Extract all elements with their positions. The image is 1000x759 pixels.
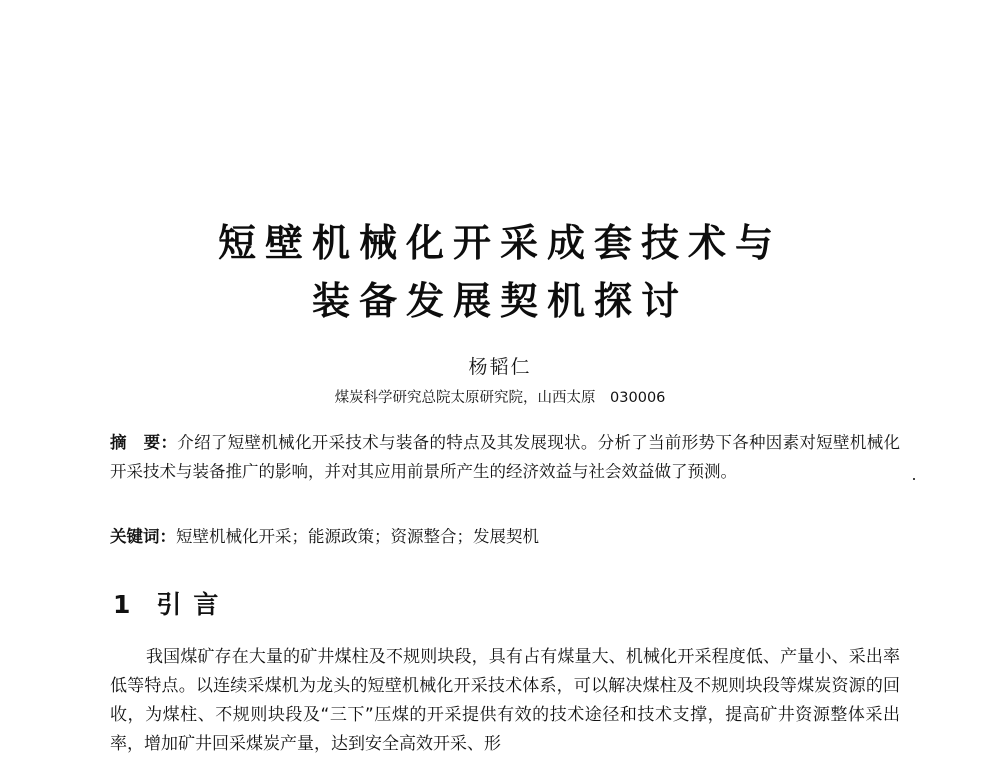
paper-title-line-2: 装备发展契机探讨: [311, 279, 688, 323]
paper-title-line-1: 短壁机械化开采成套技术与: [217, 221, 782, 265]
author-affiliation: 煤炭科学研究总院太原研究院，山西太原 030006: [334, 390, 666, 406]
author-name: 杨韬仁: [468, 356, 532, 378]
keywords-label: 关键词：: [110, 527, 176, 546]
keywords-block: [110, 522, 900, 551]
body-paragraph: 我国煤矿存在大量的矿井煤柱及不规则块段，具有占有煤量大、机械化开采程度低、产量小、采出率低等特点。以连续采煤机为龙头的短壁机械化开采技术体系，可以解决煤柱及不规则块段等煤炭资源的回收，为煤柱、不规则块段及“三下”压煤的开采提供有效的技术途径和技术支撑，提高矿井资源整体采出率，增加矿井回采煤炭产量，达到安全高效开采、形: [110, 647, 900, 754]
keywords-text: 短壁机械化开采；能源政策；资源整合；发展契机: [176, 527, 539, 546]
abstract-label: 摘 要：: [110, 433, 178, 452]
abstract-block: [110, 428, 900, 486]
section-title: 引言: [156, 590, 231, 619]
section-heading: [113, 592, 230, 617]
abstract-text: 介绍了短壁机械化开采技术与装备的特点及其发展现状。分析了当前形势下各种因素对短壁机械化开采技术与装备推广的影响，并对其应用前景所产生的经济效益与社会效益做了预测。: [110, 433, 901, 481]
scan-artifact-dot: [913, 478, 915, 480]
section-number: 1: [113, 590, 131, 619]
